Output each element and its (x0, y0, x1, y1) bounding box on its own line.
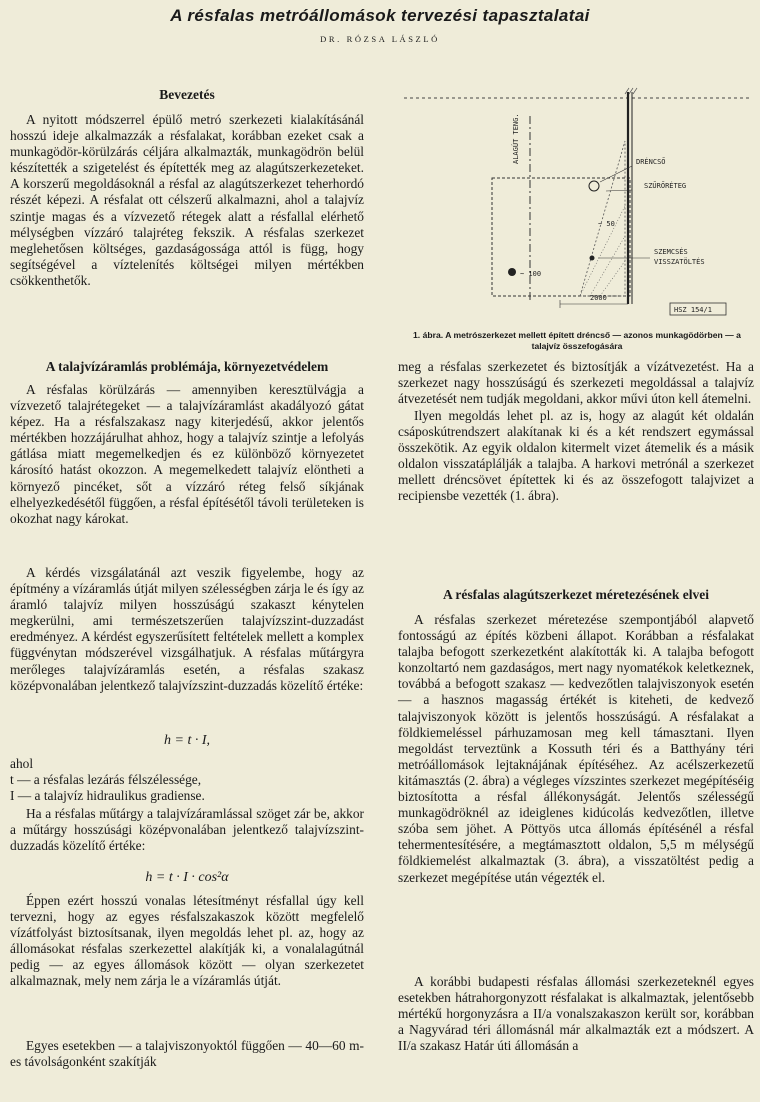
groundwater-paragraph-1: A résfalas körülzárás — amennyiben keresztülvágja a vízvezető talajrétegeket — a talajvízáramlást akadályozó gátat képez. Ha a résfalszakasz nagy kiterjedésű, akkor jelentős mértékben hozzájárulhat ahhoz, hogy a talajvíz szintje a lefolyás gátlása miatt megemelkedjen és ez különböző környezetet károsító hatást okozzon. A megemelkedett talajvíz elöntheti a környező pincéket, sőt a vízzáró réteg felső síkjának elhelyezkedésétől függően, a résfal építésétől távoli területeken is okozhat nagy károkat. (10, 382, 364, 526)
label-drain-pipe: DRÉNCSŐ (636, 158, 666, 166)
label-filter-layer: SZŰRŐRÉTEG (644, 182, 687, 190)
right-paragraph-1: meg a résfalas szerkezetet és biztosítják a vízátvezetést. Ha a szerkezet nagy hosszúságú és szerkezeti megoldással a talajvíz átvezetését nem tudják megoldani, akkor művi úton kell átemelni. (398, 359, 754, 407)
intro-paragraph: A nyitott módszerrel épülő metró szerkezeti kialakításánál hosszú ideje alkalmazzák a résfalakat, korábban ezeket csak a munkagödör-körülzárás céljára alkalmazták, munkagödrön belül készítették a szigetelést és építették meg az alagútszerkezeteket. A korszerű megoldásoknál a résfal az alagútszerkezet teherhordó részét képezi. A résfalat ott célszerű alkalmazni, ahol a talajvíz szintje magas és a vízvezető rétegek alatt a résfallal elérhető mélységben vízzáró talajréteg fekszik. A résfalas szerkezet meglehetősen költséges, gazdaságossága attól is függ, hogy segítségével a víztelenítés költségei milyen mértékben csökkenthetők. (10, 112, 364, 288)
formula-1: h = t · I, (164, 733, 210, 748)
label-dimension-2000: 2000 (590, 294, 607, 302)
dimensioning-paragraph-2: A korábbi budapesti résfalas állomási szerkezeteknél egyes esetekben hátrahorgonyzott résfalakat is alkalmaztak, jelentősebb mértékű horgonyzásra a II/a vonalszakaszon került sor, korábban a Nagyvárad téri állomásnál már alkalmazták ezt a módszert. A II/a szakasz Határ úti állomásán a (398, 974, 754, 1054)
label-backfill-1: SZEMCSÉS (654, 248, 688, 256)
label-backfill-2: VISSZATÖLTÉS (654, 258, 705, 266)
label-dimension-100: ~ 100 (520, 270, 542, 278)
groundwater-paragraph-3: Ha a résfalas műtárgy a talajvízáramlással szöget zár be, akkor a műtárgy hosszúsági középvonalában jelentkező talajvízszint-duzzadás közelítő értéke: (10, 806, 364, 854)
figure-1 (400, 86, 754, 354)
figure-1-caption: 1. ábra. A metrószerkezet mellett épített dréncső — azonos munkagödörben — a talajvíz összefogására (413, 330, 741, 351)
ahol-label: ahol (10, 756, 34, 771)
definition-t: t — a résfalas lezárás félszélessége, (10, 772, 202, 787)
groundwater-paragraph-4: Éppen ezért hosszú vonalas létesítményt résfallal úgy kell tervezni, hogy az egyes résfalszakaszok között megfelelő vízátfolyást biztosítsanak, ilyen megoldás lehet pl. az, hogy az állomásokat résfalas szerkezettel alakítják ki, a vonalalagútnál pedig — az egyes állomások között — olyan szerkezetet alkalmaznak, mely nem zárja le a vízáramlás útját. (10, 893, 364, 989)
groundwater-paragraph-5: Egyes esetekben — a talajviszonyoktól függően — 40—60 m-es távolságonként szakítják (10, 1038, 364, 1070)
label-dimension-50: ~ 50 (598, 220, 615, 228)
formula-2: h = t · I · cos²α (145, 870, 229, 885)
label-drawing-stamp: HSZ 154/1 (674, 306, 712, 314)
right-paragraph-2: Ilyen megoldás lehet pl. az is, hogy az alagút két oldalán csáposkútrendszert alakítanak ki és a két rendszert egymással összekötik. Az egyik oldalon kitermelt vizet átemelik és a másik oldalon visszatáplálják a talajba. A harkovi metrónál a szerkezet mellett dréncsövet építettek ki és az összefogott talajvizet a recipiensbe vezették (1. ábra). (398, 408, 754, 504)
groundwater-heading: A talajvízáramlás problémája, környezetvédelem (45, 359, 329, 374)
article-author: DR. RÓZSA LÁSZLÓ (320, 34, 440, 44)
figure-1-drawing (400, 86, 754, 324)
dimensioning-paragraph-1: A résfalas szerkezet méretezése szempontjából alapvető fontosságú az építés közbeni állapot. Korábban a résfalakat talajba befogott szerkezetként alakították ki. A talajba befogott konzoltartó nem gazdaságos, mert nagy nyomatékok keletkeznek, továbbá a befogott szakasz — kedvezőtlen talajviszonyok esetén — a hasznos magasság értékét is kiteheti, de kedvező talajviszonyok között is jelentős hosszúságú. A résfalakat a földkiemeléssel párhuzamosan meg kell támasztani. Ilyen megoldást terveztünk a Kossuth téri és a Batthyány téri metróállomások lejtaknájának építéséhez. Az acélszerkezetű kitámasztás (2. ábra) a végleges vízszintes szerkezet megépítéséig biztosította a résfal állékonyságát. Jelentős szélességű munkagödröknél az ideiglenes kidúcolás kedvezőtlen, illetve szóba sem jöhet. A Pöttyös utca állomás építésénél a résfal tehermentesítésére, a megtámasztott oldalon, 5,5 m mélységű földkiemelést alkalmaztak (3. ábra), a visszatöltést pedig a szerkezet megépítése után végezték el. (398, 612, 754, 885)
label-tunnel-axis: ALAGÚT TENG. (512, 113, 520, 164)
article-title: A résfalas metróállomások tervezési tapasztalatai (170, 6, 590, 25)
dimensioning-heading: A résfalas alagútszerkezet méretezésének elvei (443, 587, 709, 602)
definition-i: I — a talajvíz hidraulikus gradiense. (10, 788, 205, 803)
intro-heading: Bevezetés (159, 87, 215, 102)
groundwater-paragraph-2: A kérdés vizsgálatánál azt veszik figyelembe, hogy az építmény a vízáramlás útját milyen szélességben zárja le és így az áramló talajvíz milyen hosszúságú szakaszt kénytelen megkerülni, ami természetszerűen talajvízszint-duzzadást eredményez. A kérdést egyszerűsített feltételek mellett a komplex függvénytan módszerével vizsgálhatjuk. A résfalas műtárgyra merőleges talajvízáramlás esetén, a résfalas szakasz középvonalában jelentkező talajvízszint-duzzadás közelítő értéke: (10, 565, 364, 693)
